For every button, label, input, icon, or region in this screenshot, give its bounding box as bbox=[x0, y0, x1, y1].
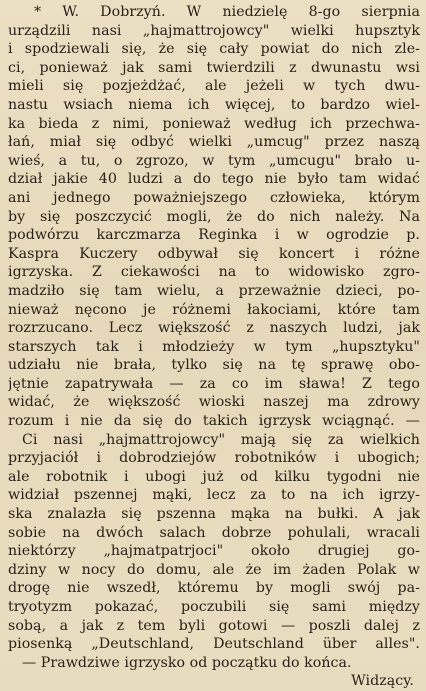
article-line-11: ani jednego poważniejszego człowieka, którym bbox=[8, 189, 420, 206]
article-line-29: sobie na dwóch salach dobrze pohulali, wracali bbox=[8, 524, 420, 541]
article-line-8: łań, miał się odbyć wielki „umcug" przez naszą bbox=[8, 134, 420, 151]
article-line-4: ci, ponieważ jak sami twierdzili z dwunastu wsi bbox=[8, 59, 420, 76]
article-line-18: rozrzucano. Lecz większość z naszych ludzi, jak bbox=[8, 320, 420, 337]
article-line-26: ale robotnik i ubogi już od kilku tygodni nie bbox=[8, 468, 420, 485]
article-line-6: nastu wsiach niema ich więcej, to bardzo wiel- bbox=[8, 96, 420, 113]
article-line-13: podwórzu karczmarza Reginka i w ogrodzie p. bbox=[8, 227, 420, 244]
article-line-1: * W. Dobrzyń. W niedzielę 8-go sierpnia bbox=[34, 4, 420, 20]
article-line-19: starszych tak i młodzieży w tym „hupsztyku" bbox=[8, 338, 420, 355]
article-line-2: urządzili nasi „hajmattrojowcy" wielki hupsztyk bbox=[8, 22, 420, 39]
article-line-22: widać, że większość wioski naszej ma zdrowy bbox=[8, 394, 420, 411]
article-line-9: wieś, a tu, o zgrozo, w tym „umcugu" brało u- bbox=[8, 152, 420, 169]
article-line-34: sobą, a jak z tem byli gotowi — poszli dalej z bbox=[8, 617, 420, 634]
article-line-35: piosenką „Deutschland, Deutschland über alles". bbox=[8, 636, 420, 653]
article-line-20: udziału nie brała, tylko się na tę sprawę obo- bbox=[8, 357, 420, 374]
article-line-28: ska znalazła się pszenna mąka na bułki. A jak bbox=[8, 506, 420, 523]
article-line-14: Kaspra Kuczery odbywał się koncert i różne bbox=[8, 245, 420, 262]
article-signature: Widzący. bbox=[351, 673, 414, 690]
article-line-33: tryotyzm pokazać, poczubili się sami między bbox=[8, 599, 420, 615]
article-line-15: igrzyska. Z ciekawości na to widowisko zgro- bbox=[8, 264, 420, 281]
article-line-7: ka bieda z nimi, ponieważ według ich przechwa- bbox=[8, 115, 420, 132]
article-line-31: dziny w nocy do domu, ale że im żaden Polak w bbox=[8, 561, 420, 578]
article-line-30: niektórzy „hajmatpatrjoci" około drugiej go- bbox=[8, 543, 420, 560]
article-line-32: drogę nie wszedł, któremu by mogli swój pa- bbox=[8, 580, 420, 597]
article-line-3: i spodziewali się, że się cały powiat do nich zle- bbox=[8, 41, 420, 58]
article-line-10: dział jakie 40 ludzi a do tego nie było tam widać bbox=[8, 171, 420, 188]
article-line-23: rozum i nie da się do takich igrzysk wciągnąć. — bbox=[8, 413, 420, 430]
article-line-12: by się poszczycić mogli, że do nich należy. Na bbox=[8, 208, 420, 225]
news-article bbox=[8, 3, 420, 691]
article-line-21: jętnie zapatrywała — za co im sława! Z tego bbox=[8, 375, 420, 392]
article-line-24: Ci nasi „hajmattrojowcy" mają się za wielkich bbox=[22, 431, 420, 448]
article-line-25: przyjaciół i dobrodziejów robotników i ubogich; bbox=[8, 450, 420, 467]
article-line-5: mieli się pozjeżdżać, ale jeżeli w tych dwu- bbox=[8, 78, 420, 95]
article-line-17: nieważ nęcono je różnemi łakociami, które tam bbox=[8, 301, 420, 318]
article-line-36: — Prawdziwe igrzysko od początku do końca. bbox=[22, 654, 352, 671]
article-line-16: madziło się tam wielu, a przeważnie dzieci, po- bbox=[8, 282, 420, 299]
article-line-27: widział pszennej mąki, lecz za to na ich igrzy- bbox=[8, 487, 420, 504]
